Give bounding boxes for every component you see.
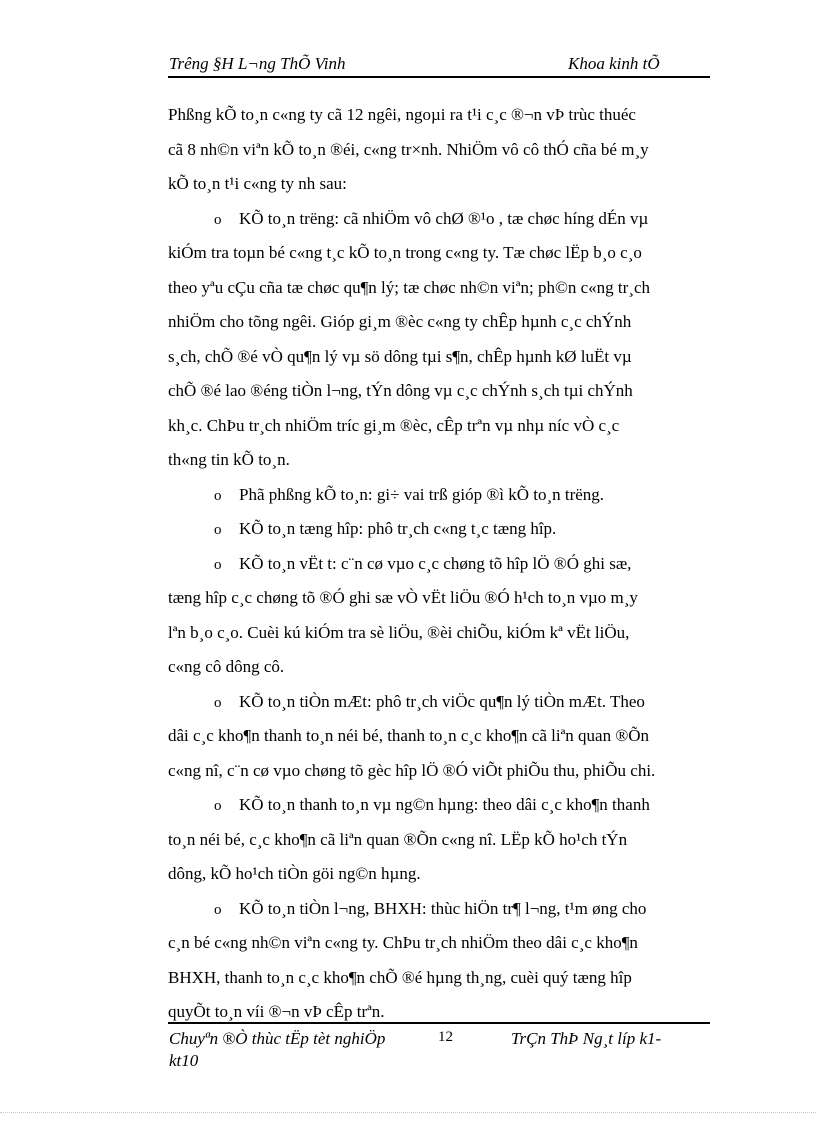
paragraph-line: lªn b¸o c¸o. Cuèi kú kiÓm tra sè liÖu, ®èi chiÕu, kiÓm kª vËt liÖu, [168, 622, 630, 642]
paragraph-line: Phßng kÕ to¸n c«ng ty cã 12 ngêi, ngoµi ra t¹i c¸c ®¬n vÞ trùc thuéc [168, 105, 636, 124]
paragraph-line: quyÕt to¸n víi ®¬n vÞ cÊp trªn. [168, 1002, 385, 1021]
bullet-line [168, 892, 710, 927]
paragraph-line: dâi c¸c kho¶n thanh to¸n néi bé, thanh to¸n c¸c kho¶n cã liªn quan ®Õn [168, 726, 650, 745]
paragraph-line: cã 8 nh©n viªn kÕ to¸n ®éi, c«ng tr×nh. NhiÖm vô cô thÓ cña bé m¸y [168, 139, 649, 159]
paragraph-line: theo yªu cÇu cña tæ chøc qu¶n lý; tæ chøc nh©n viªn; ph©n c«ng tr¸ch [168, 277, 650, 297]
page-number: 12 [438, 1029, 453, 1045]
paragraph-line: c«ng nî, c¨n cø vµo chøng tõ gèc hîp lÖ ®Ó viÕt phiÕu thu, phiÕu chi. [168, 760, 656, 780]
header-left: Trêng §H L¬ng ThÕ Vinh [169, 54, 346, 73]
bullet-text: KÕ to¸n thanh to¸n vµ ng©n hµng: theo dâi c¸c kho¶n thanh [239, 795, 650, 814]
bullet-line [168, 547, 710, 582]
page-edge-dotted-line [0, 1112, 816, 1113]
bullet-line [168, 685, 710, 720]
body-text [168, 98, 710, 1030]
paragraph-line: th«ng tin kÕ to¸n. [168, 450, 290, 469]
bullet-text: KÕ to¸n tæng hîp: phô tr¸ch c«ng t¸c tæng hîp. [239, 519, 557, 538]
bullet-line [168, 478, 710, 513]
paragraph-line: dông, kÕ ho¹ch tiÒn göi ng©n hµng. [168, 864, 421, 883]
footer-left-continued: kt10 [169, 1051, 199, 1070]
footer-right: TrÇn ThÞ Ng¸t líp k1- [511, 1029, 662, 1048]
bullet-marker: o [214, 901, 222, 918]
footer-rule [168, 1022, 710, 1024]
bullet-marker: o [214, 556, 222, 573]
bullet-marker: o [214, 522, 222, 538]
paragraph-line: nhiÖm cho tõng ngêi. Gióp gi¸m ®èc c«ng ty chÊp hµnh c¸c chÝnh [168, 312, 632, 331]
footer-left: Chuyªn ®Ò thùc tËp tèt nghiÖp [169, 1029, 386, 1048]
bullet-text: KÕ to¸n trëng: cã nhiÖm vô chØ ®¹o , tæ chøc híng dÉn vµ [239, 208, 649, 228]
bullet-line [168, 788, 710, 823]
bullet-marker: o [214, 211, 222, 228]
bullet-text: Phã phßng kÕ to¸n: gi÷ vai trß gióp ®ì kÕ to¸n trëng. [239, 484, 605, 504]
bullet-marker: o [214, 694, 222, 711]
bullet-line [168, 202, 710, 237]
bullet-line [168, 512, 710, 547]
paragraph-line: to¸n néi bé, c¸c kho¶n cã liªn quan ®Õn c«ng nî. LËp kÕ ho¹ch tÝn [168, 829, 628, 849]
paragraph-line: kiÓm tra toµn bé c«ng t¸c kÕ to¸n trong c«ng ty. Tæ chøc lËp b¸o c¸o [168, 243, 642, 262]
paragraph-line: c¸n bé c«ng nh©n viªn c«ng ty. ChÞu tr¸ch nhiÖm theo dâi c¸c kho¶n [168, 933, 638, 952]
paragraph-line: chÕ ®é lao ®éng tiÒn l¬ng, tÝn dông vµ c¸c chÝnh s¸ch tµi chÝnh [168, 381, 633, 400]
paragraph-line: BHXH, thanh to¸n c¸c kho¶n chÕ ®é hµng th¸ng, cuèi quý tæng hîp [168, 967, 632, 987]
paragraph-line: kÕ to¸n t¹i c«ng ty nh sau: [168, 174, 347, 193]
bullet-marker: o [214, 798, 222, 814]
bullet-marker: o [214, 487, 222, 504]
bullet-text: KÕ to¸n tiÒn mÆt: phô tr¸ch viÖc qu¶n lý tiÒn mÆt. Theo [239, 691, 645, 711]
paragraph-line: kh¸c. ChÞu tr¸ch nhiÖm tríc gi¸m ®èc, cÊp trªn vµ nhµ níc vÒ c¸c [168, 415, 620, 435]
bullet-text: KÕ to¸n tiÒn l¬ng, BHXH: thùc hiÖn tr¶ l¬ng, t¹m øng cho [239, 898, 647, 918]
header-right: Khoa kinh tÕ [568, 54, 660, 73]
paragraph-line: s¸ch, chÕ ®é vÒ qu¶n lý vµ sö dông tµi s¶n, chÊp hµnh kØ luËt vµ [168, 346, 632, 366]
paragraph-line: c«ng cô dông cô. [168, 657, 285, 676]
bullet-text: KÕ to¸n vËt t: c¨n cø vµo c¸c chøng tõ hîp lÖ ®Ó ghi sæ, [239, 553, 632, 573]
header-rule [168, 76, 710, 78]
paragraph-line: tæng hîp c¸c chøng tõ ®Ó ghi sæ vÒ vËt liÖu ®Ó h¹ch to¸n vµo m¸y [168, 588, 638, 607]
